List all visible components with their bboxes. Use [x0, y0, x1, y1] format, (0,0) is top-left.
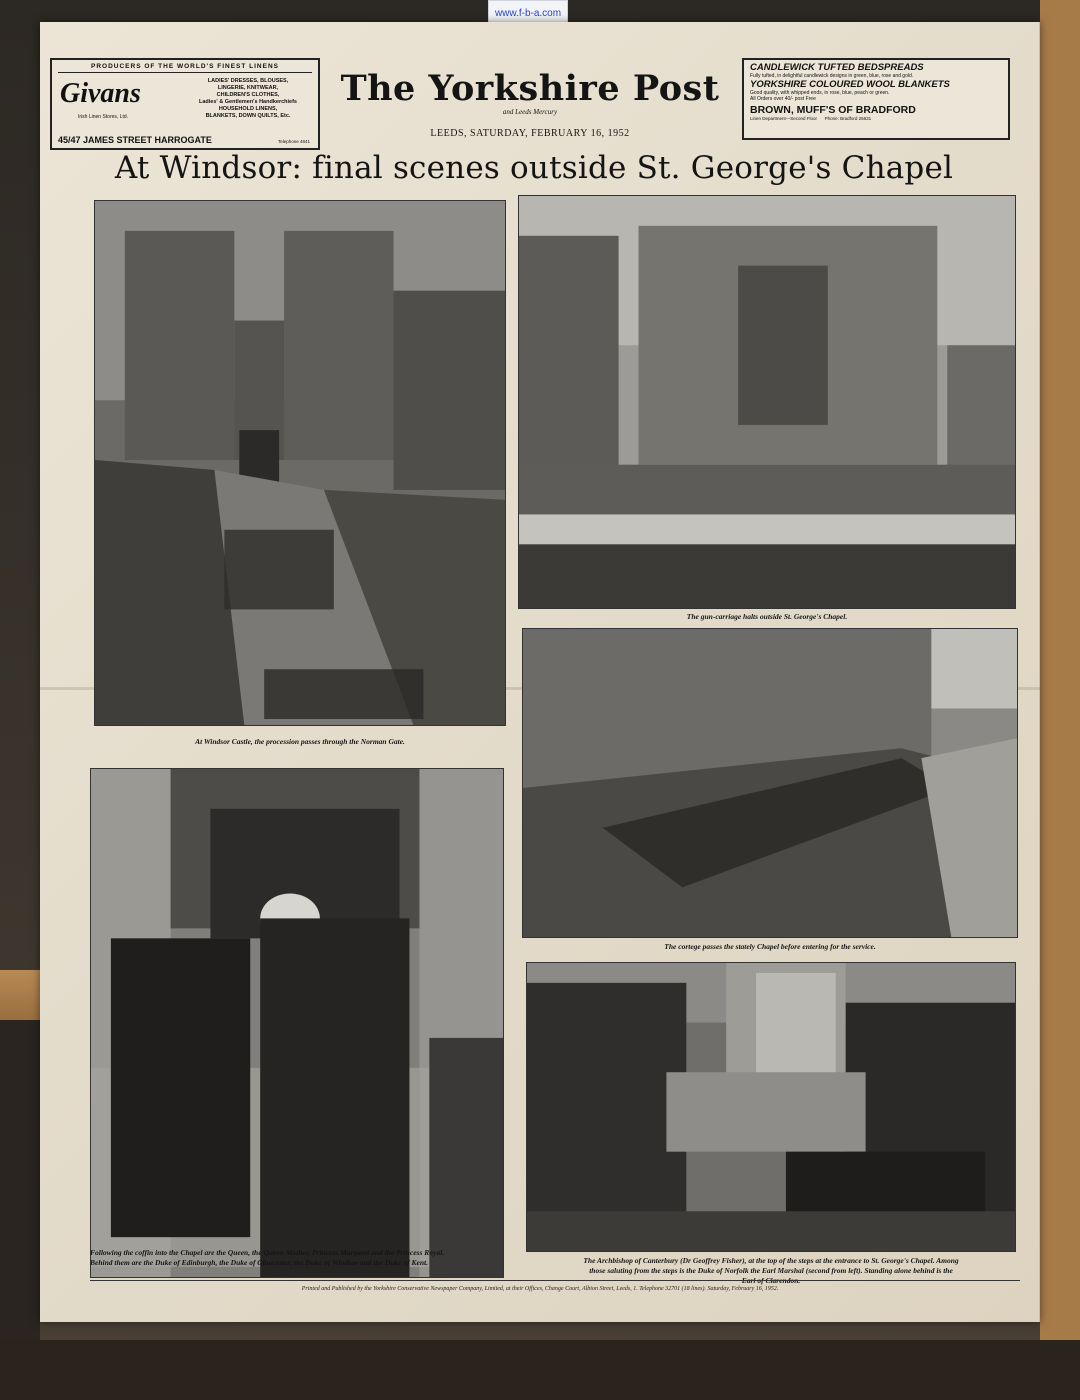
photo-following-coffin	[90, 768, 504, 1278]
photo-gun-carriage	[518, 195, 1016, 609]
advert-text: All Orders over 40/- post Free	[750, 96, 816, 102]
advert-address: 45/47 JAMES STREET HARROGATE	[58, 135, 212, 145]
advert-heading: YORKSHIRE COLOURED WOOL BLANKETS	[750, 79, 950, 90]
photo-cortege-image	[523, 629, 1017, 937]
advert-item: CHILDREN'S CLOTHES,	[216, 92, 280, 98]
floor	[0, 1340, 1080, 1400]
caption-line: Behind them are the Duke of Edinburgh, the Duke of Gloucester, the Duke of Windsor and the Duke of Kent.	[90, 1258, 428, 1267]
photo-gun-carriage-image	[519, 196, 1015, 608]
newspaper-title: The Yorkshire Post	[340, 68, 720, 109]
caption-line	[526, 1276, 1016, 1286]
brown-muffs-advert	[742, 58, 1010, 140]
advert-text: Fully tufted, in delightful candlewick designs in green, blue, rose and gold.	[750, 73, 914, 79]
issue-date: LEEDS, SATURDAY, FEBRUARY 16, 1952	[430, 128, 630, 139]
page-headline: At Windsor: final scenes outside St. George's Chapel	[114, 150, 954, 186]
advert-item: BLANKETS, DOWN QUILTS, Etc.	[205, 113, 291, 119]
givans-advert	[50, 58, 320, 150]
photo-archbishop-image	[527, 963, 1015, 1251]
caption-norman-gate: At Windsor Castle, the procession passes through the Norman Gate.	[195, 737, 405, 746]
advert-phone: Telephone 4841	[277, 139, 310, 144]
advert-department: Linen Department—Second Floor	[750, 116, 818, 121]
shelf-side	[1040, 0, 1080, 1400]
advert-phone: Phone: Bradford 25631	[824, 116, 872, 121]
advert-item: Ladies' & Gentlemen's Handkerchiefs	[199, 99, 297, 105]
advert-tagline: PRODUCERS OF THE WORLD'S FINEST LINENS	[58, 63, 312, 73]
advert-brand: Givans	[60, 78, 141, 109]
publisher-imprint: Printed and Published by the Yorkshire Conservative Newspaper Company, Limited, at their Offices, Change Court, Albion Street, Leeds, 1. Telephone 32701 (18 lines). Saturday, February 16, 1952.	[301, 1286, 779, 1292]
newspaper-subtitle: and Leeds Mercury	[502, 108, 558, 116]
masthead	[330, 68, 730, 139]
advert-footer	[750, 116, 1002, 121]
advert-item: LADIES' DRESSES, BLOUSES,	[207, 78, 289, 84]
advert-item: HOUSEHOLD LINENS,	[218, 106, 278, 112]
advert-item: LINGERIE, KNITWEAR,	[217, 85, 279, 91]
advert-sub: Irish Linen Stores, Ltd.	[78, 114, 129, 120]
caption-following-coffin	[90, 1248, 530, 1268]
sticker-text-1: www.f-b-a.com	[494, 7, 562, 19]
caption-gun-carriage: The gun-carriage halts outside St. George's Chapel.	[686, 612, 848, 621]
caption-line: The Archbishop of Canterbury (Dr Geoffrey Fisher), at the top of the steps at the entrance to St. George's Chapel. Among	[583, 1256, 959, 1265]
advert-items	[180, 78, 316, 120]
advert-text: Good quality, with whipped ends, in rose, blue, peach or green.	[750, 90, 890, 96]
photo-following-coffin-image	[91, 769, 503, 1277]
caption-cortege: The cortege passes the stately Chapel before entering for the service.	[664, 942, 876, 951]
photo-cortege	[522, 628, 1018, 938]
footer-rule	[90, 1280, 1020, 1281]
advert-heading: CANDLEWICK TUFTED BEDSPREADS	[750, 62, 924, 73]
caption-line: those saluting from the steps is the Duke of Norfolk the Earl Marshal (second from left). Standing alone behind is the	[589, 1266, 953, 1275]
photo-norman-gate	[94, 200, 506, 726]
caption-archbishop	[526, 1256, 1016, 1286]
photo-archbishop	[526, 962, 1016, 1252]
photo-norman-gate-image	[95, 201, 505, 725]
advert-brand: BROWN, MUFF'S OF BRADFORD	[750, 104, 916, 116]
caption-line: Following the coffin into the Chapel are the Queen, the Queen Mother, Princess Margaret and the Princess Royal.	[90, 1248, 445, 1257]
